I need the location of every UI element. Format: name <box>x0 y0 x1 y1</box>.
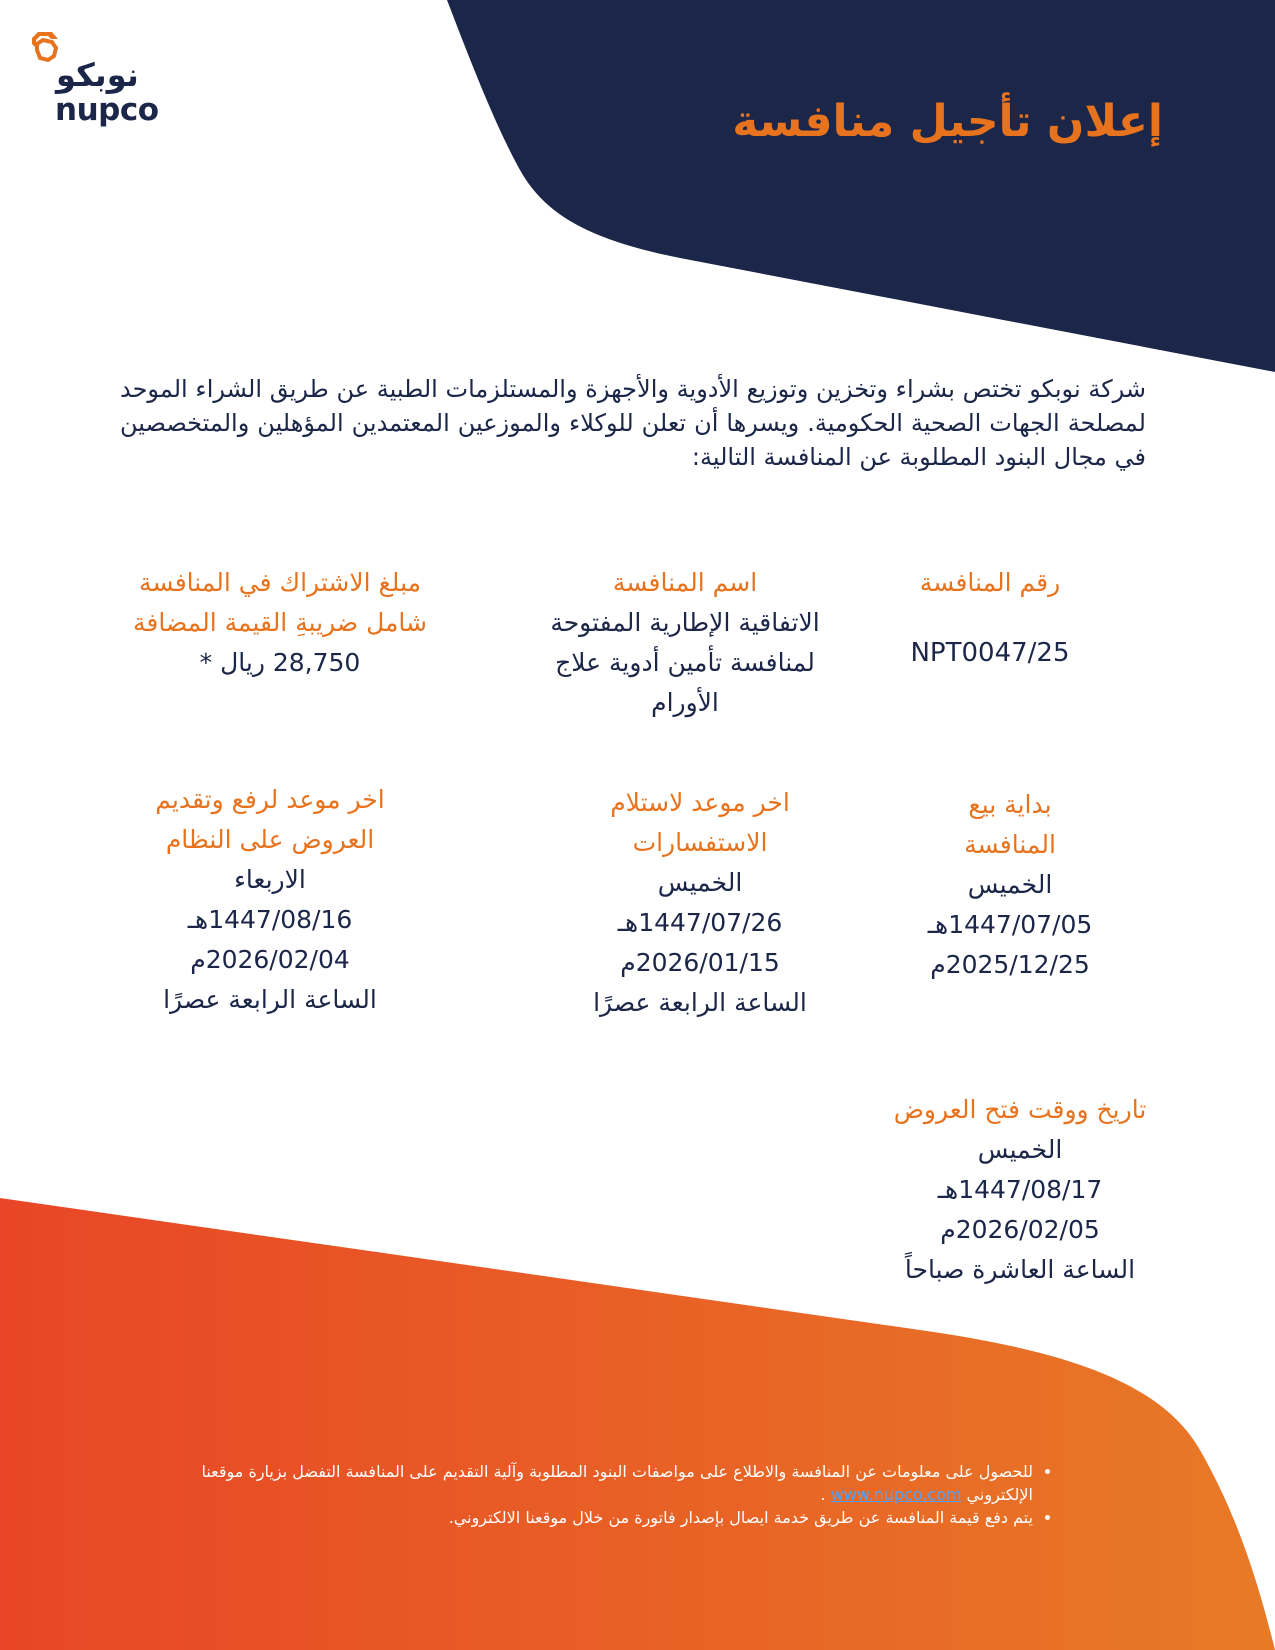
tender-number-label: رقم المنافسة <box>919 568 1061 597</box>
inquiries-deadline-block <box>530 783 870 1023</box>
inquiries-label-line-2: الاستفسارات <box>632 828 768 857</box>
footer-notes <box>133 1460 1055 1529</box>
sale-start-label-line-2: المنافسة <box>964 830 1056 859</box>
note-1-text: للحصول على معلومات عن المنافسة والاطلاع على مواصفات البنود المطلوبة وآلية التقديم على المنافسة التفضل بزيارة موقعنا الإلكتروني <box>201 1462 1033 1504</box>
submission-gregorian: 2026/02/04م <box>190 945 350 974</box>
submission-label-line-1: اخر موعد لرفع وتقديم <box>155 785 385 814</box>
fee-value: 28,750 ريال * <box>199 648 361 677</box>
website-link[interactable]: www.nupco.com <box>830 1485 962 1504</box>
logo-arabic: نوبكو <box>56 56 139 94</box>
logo-english: nupco <box>55 92 159 128</box>
fee-label-line-1: مبلغ الاشتراك في المنافسة <box>138 568 422 597</box>
navy-corner-shape <box>447 0 1275 372</box>
opening-hijri: 1447/08/17هـ <box>937 1175 1103 1204</box>
submission-time: الساعة الرابعة عصرًا <box>163 985 377 1014</box>
sale-start-block <box>910 785 1110 985</box>
tender-name-line-1: الاتفاقية الإطارية المفتوحة <box>550 608 820 637</box>
inquiries-day: الخميس <box>657 868 743 897</box>
opening-day: الخميس <box>977 1135 1063 1164</box>
sale-start-day: الخميس <box>967 870 1053 899</box>
inquiries-hijri: 1447/07/26هـ <box>617 908 783 937</box>
inquiries-label-line-1: اخر موعد لاستلام <box>610 788 790 817</box>
sale-start-label-line-1: بداية بيع <box>968 790 1052 819</box>
fee-block <box>90 563 470 683</box>
note-item <box>133 1506 1033 1529</box>
inquiries-time: الساعة الرابعة عصرًا <box>593 988 807 1017</box>
submission-hijri: 1447/08/16هـ <box>187 905 353 934</box>
tender-name-line-2: لمنافسة تأمين أدوية علاج <box>555 648 815 677</box>
submission-day: الاربعاء <box>234 865 306 894</box>
page-title: إعلان تأجيل منافسة <box>732 96 1163 147</box>
tender-name-block <box>480 563 890 723</box>
submission-label-line-2: العروض على النظام <box>165 825 375 854</box>
opening-label: تاريخ ووقت فتح العروض <box>893 1095 1147 1124</box>
sale-start-gregorian: 2025/12/25م <box>930 950 1090 979</box>
sale-start-hijri: 1447/07/05هـ <box>927 910 1093 939</box>
tender-number-block <box>890 563 1090 673</box>
tender-name-line-3: الأورام <box>651 688 719 717</box>
note-1-end: . <box>820 1485 826 1504</box>
note-item <box>133 1460 1033 1506</box>
intro-paragraph: شركة نوبكو تختص بشراء وتخزين وتوزيع الأدوية والأجهزة والمستلزمات الطبية عن طريق الشراء الموحد لمصلحة الجهات الصحية الحكومية. ويسرها أن تعلن للوكلاء والموزعين المعتمدين المؤهلين والمتخصصين في مجال البنود المطلوبة عن المنافسة التالية: <box>120 375 1146 471</box>
submission-deadline-block <box>110 780 430 1020</box>
fee-label-line-2: شامل ضريبةِ القيمة المضافة <box>133 608 427 637</box>
opening-gregorian: 2026/02/05م <box>940 1215 1100 1244</box>
opening-block <box>860 1090 1180 1290</box>
inquiries-gregorian: 2026/01/15م <box>620 948 780 977</box>
tender-number-value: NPT0047/25 <box>910 638 1070 668</box>
opening-time: الساعة العاشرة صباحاً <box>904 1255 1136 1284</box>
tender-name-label: اسم المنافسة <box>612 568 758 597</box>
note-2-text: يتم دفع قيمة المنافسة عن طريق خدمة ايصال بإصدار فاتورة من خلال موقعنا الالكتروني. <box>448 1508 1033 1527</box>
